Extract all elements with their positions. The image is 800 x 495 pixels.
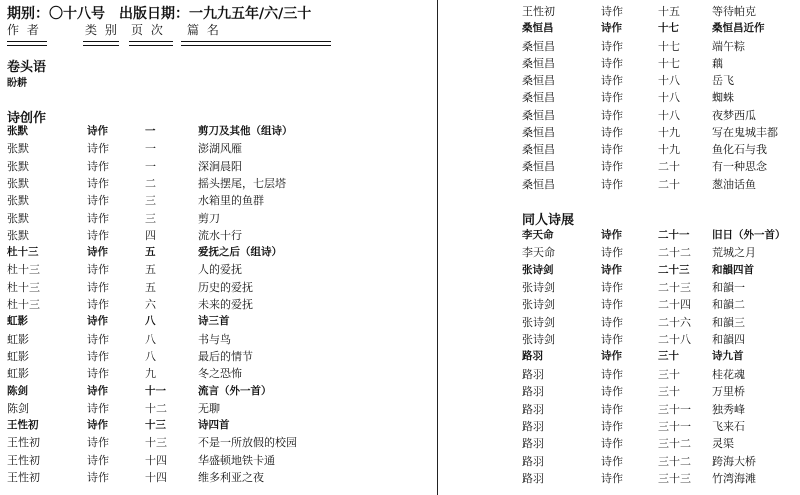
entry-category: 诗作 — [601, 281, 623, 295]
entry-page: 十三 — [145, 419, 166, 432]
entry-title: 诗三首 — [198, 315, 230, 328]
entry-page: 十八 — [658, 91, 680, 105]
header-underline — [83, 41, 119, 46]
entry-author: 路羽 — [522, 402, 544, 416]
entry-category: 诗作 — [87, 332, 109, 346]
list-item — [7, 348, 432, 365]
entry-page: 十五 — [658, 5, 680, 18]
entry-title: 写在鬼城丰都 — [712, 125, 778, 139]
entry-title: 和韻三 — [712, 315, 745, 329]
entry-author: 张诗剑 — [522, 263, 554, 276]
header-title: 篇 名 — [187, 23, 221, 37]
entry-title: 无聊 — [198, 401, 220, 415]
entry-author: 李天命 — [522, 246, 555, 260]
entry-title: 流水十行 — [198, 228, 242, 242]
list-item — [522, 366, 796, 383]
list-item — [522, 435, 796, 452]
entry-category: 诗作 — [87, 246, 108, 259]
header-author: 作 者 — [7, 23, 41, 37]
entry-category: 诗作 — [601, 160, 623, 174]
entry-author: 虹影 — [7, 367, 29, 381]
entry-page: 十一 — [145, 384, 166, 397]
list-item — [7, 400, 432, 417]
entry-category: 诗作 — [87, 159, 109, 173]
entry-title: 和韻二 — [712, 298, 745, 312]
list-item — [522, 262, 796, 279]
entry-page: 十二 — [145, 401, 167, 415]
list-item — [7, 296, 432, 313]
entry-page: 十九 — [658, 143, 680, 156]
entry-author: 张默 — [7, 142, 29, 156]
entry-category: 诗作 — [87, 125, 108, 137]
entry-title: 葱油话鱼 — [712, 177, 756, 191]
entry-page: 三十一 — [658, 402, 691, 416]
entry-category: 诗作 — [601, 402, 623, 416]
entry-category: 诗作 — [601, 22, 622, 35]
list-item — [7, 279, 432, 296]
entry-author: 桑恒昌 — [522, 125, 555, 139]
list-item — [522, 89, 796, 106]
entry-title: 端午粽 — [712, 39, 745, 53]
entry-title: 摇头摆尾，七层塔 — [198, 176, 286, 190]
entry-title: 未来的爱抚 — [198, 298, 253, 311]
list-item — [7, 383, 432, 400]
list-item — [522, 418, 796, 435]
entry-page: 八 — [145, 349, 156, 363]
entry-page: 十八 — [658, 74, 680, 87]
section-title-peer: 同人诗展 — [522, 213, 575, 228]
entry-title: 灵渠 — [712, 437, 734, 451]
list-item — [7, 261, 432, 278]
entry-author: 王性初 — [7, 471, 40, 484]
entry-author: 桑恒昌 — [522, 39, 555, 53]
entry-page: 二十二 — [658, 246, 691, 260]
entry-author: 路羽 — [522, 437, 544, 451]
entry-title: 最后的情节 — [198, 349, 253, 363]
entry-category: 诗作 — [601, 367, 623, 381]
entry-title: 澎湖风雁 — [198, 142, 242, 156]
entry-title: 诗九首 — [712, 350, 744, 363]
entry-category: 诗作 — [87, 384, 108, 397]
header-underline — [181, 41, 331, 46]
entry-page: 十七 — [658, 39, 680, 53]
entry-title: 和韻一 — [712, 281, 745, 295]
entry-category: 诗作 — [601, 125, 623, 139]
entry-page: 十三 — [145, 436, 167, 450]
entry-author: 桑恒昌 — [522, 177, 555, 191]
entry-category: 诗作 — [601, 39, 623, 53]
entry-title: 独秀峰 — [712, 402, 745, 416]
entry-category: 诗作 — [87, 211, 109, 225]
header-page: 页 次 — [131, 23, 165, 37]
entry-author: 杜十三 — [7, 298, 40, 311]
entry-author: 杜十三 — [7, 246, 39, 259]
entry-category: 诗作 — [601, 177, 623, 191]
entry-page: 十九 — [658, 125, 680, 139]
entry-page: 八 — [145, 315, 156, 328]
entry-author: 张默 — [7, 211, 29, 225]
entry-title: 桑恒昌近作 — [712, 22, 765, 35]
entry-page: 二十八 — [658, 333, 691, 347]
entry-author: 杜十三 — [7, 263, 40, 277]
entry-category: 诗作 — [87, 436, 109, 450]
entry-page: 二十四 — [658, 298, 691, 312]
entry-category: 诗作 — [601, 298, 623, 312]
entry-page: 四 — [145, 228, 156, 242]
entry-title: 和韻四 — [712, 333, 745, 347]
list-item — [7, 417, 432, 434]
entry-author: 王性初 — [7, 453, 40, 467]
entry-author: 王性初 — [7, 436, 40, 450]
entry-title: 夜梦西瓜 — [712, 108, 756, 122]
entry-page: 二十三 — [658, 263, 690, 276]
entry-category: 诗作 — [601, 454, 623, 468]
entry-author: 张默 — [7, 159, 29, 173]
entry-category: 诗作 — [87, 228, 109, 242]
list-item — [7, 175, 432, 192]
entry-page: 一 — [145, 142, 156, 156]
entry-title: 深涧晨阳 — [198, 159, 242, 173]
entry-category: 诗作 — [87, 142, 109, 156]
list-item — [7, 210, 432, 227]
entry-title: 水箱里的鱼群 — [198, 194, 264, 208]
entry-title: 不是一所放假的校园 — [198, 436, 297, 450]
entry-title: 爱抚之后（组诗） — [198, 246, 282, 259]
entry-author: 桑恒昌 — [522, 108, 555, 122]
entry-author: 王性初 — [522, 5, 555, 18]
section-title-preface: 卷头语 — [7, 60, 47, 75]
entry-category: 诗作 — [601, 350, 622, 363]
entry-category: 诗作 — [601, 246, 623, 260]
list-item — [7, 331, 432, 348]
header-underline — [7, 41, 47, 46]
list-item — [522, 38, 796, 55]
issue-line: 期别：〇十八号 出版日期：一九九五年/六/三十 — [7, 6, 312, 22]
entry-author: 虹影 — [7, 349, 29, 363]
entry-category: 诗作 — [601, 56, 623, 70]
entry-page: 八 — [145, 332, 156, 346]
entry-title: 藕 — [712, 56, 723, 70]
entry-title: 冬之恐怖 — [198, 367, 242, 381]
entry-page: 二十六 — [658, 315, 691, 329]
entry-page: 三十二 — [658, 454, 691, 468]
entry-category: 诗作 — [87, 419, 108, 432]
entry-author: 张诗剑 — [522, 315, 555, 329]
list-item — [522, 158, 796, 175]
entry-page: 三十二 — [658, 437, 691, 451]
entry-title: 飞来石 — [712, 419, 745, 433]
entry-category: 诗作 — [87, 298, 109, 311]
entry-title: 蜘蛛 — [712, 91, 734, 105]
entry-category: 诗作 — [601, 143, 623, 156]
entry-page: 十七 — [658, 22, 679, 35]
entry-page: 三十 — [658, 367, 680, 381]
list-item — [7, 227, 432, 244]
entry-page: 五 — [145, 263, 156, 277]
entry-title: 流言（外一首） — [198, 384, 272, 397]
entry-author: 桑恒昌 — [522, 56, 555, 70]
entry-page: 二十一 — [658, 229, 690, 241]
entry-author: 李天命 — [522, 229, 554, 241]
entry-page: 十四 — [145, 471, 167, 484]
entry-page: 五 — [145, 280, 156, 294]
list-item — [7, 452, 432, 469]
entry-category: 诗作 — [87, 194, 109, 208]
list-item — [522, 244, 796, 261]
entry-page: 三十 — [658, 385, 680, 399]
entry-title: 荒城之月 — [712, 246, 756, 260]
entry-page: 二十 — [658, 160, 680, 174]
entry-category: 诗作 — [601, 91, 623, 105]
entry-category: 诗作 — [87, 453, 109, 467]
list-item — [522, 383, 796, 400]
entry-author: 路羽 — [522, 454, 544, 468]
entry-author: 路羽 — [522, 385, 544, 399]
list-item — [522, 3, 796, 20]
entry-author: 陈剑 — [7, 401, 29, 415]
entry-title: 万里桥 — [712, 385, 745, 399]
entry-author: 路羽 — [522, 471, 544, 485]
entry-category: 诗作 — [87, 315, 108, 328]
entry-author: 张默 — [7, 194, 29, 208]
entry-author: 张诗剑 — [522, 333, 555, 347]
list-item — [7, 158, 432, 175]
list-item — [522, 296, 796, 313]
entry-title: 鱼化石与我 — [712, 143, 767, 156]
header-underline — [129, 41, 173, 46]
entry-author: 路羽 — [522, 367, 544, 381]
entry-title: 岳飞 — [712, 74, 734, 87]
entry-category: 诗作 — [601, 315, 623, 329]
entry-author: 陈剑 — [7, 384, 28, 397]
list-item — [7, 244, 432, 261]
entry-category: 诗作 — [601, 385, 623, 399]
entry-author: 桑恒昌 — [522, 143, 555, 156]
list-item — [522, 314, 796, 331]
entry-title: 历史的爱抚 — [198, 280, 253, 294]
list-item — [7, 469, 432, 486]
entry-category: 诗作 — [601, 419, 623, 433]
list-item — [522, 72, 796, 89]
list-item — [522, 279, 796, 296]
entry-category: 诗作 — [87, 176, 109, 190]
entry-title: 竹湾海滩 — [712, 471, 756, 485]
entry-title: 人的爱抚 — [198, 263, 242, 277]
entry-title: 等待帕克 — [712, 5, 756, 18]
entry-author: 虹影 — [7, 315, 28, 328]
list-item — [522, 141, 796, 158]
entry-page: 五 — [145, 246, 156, 259]
entry-category: 诗作 — [601, 229, 622, 241]
entry-page: 三 — [145, 194, 156, 208]
list-item — [7, 192, 432, 209]
entry-category: 诗作 — [87, 367, 109, 381]
entry-author: 张默 — [7, 125, 28, 137]
column-divider — [437, 0, 438, 495]
entry-author: 杜十三 — [7, 280, 40, 294]
entry-title: 和韻四首 — [712, 263, 754, 276]
entry-page: 三 — [145, 211, 156, 225]
entry-author: 张默 — [7, 176, 29, 190]
entry-page: 一 — [145, 125, 156, 137]
list-item — [522, 20, 796, 37]
entry-category: 诗作 — [601, 5, 623, 18]
entry-title: 桂花魂 — [712, 367, 745, 381]
entry-title: 旧日（外一首） — [712, 229, 786, 241]
entry-category: 诗作 — [601, 471, 623, 485]
entry-page: 十八 — [658, 108, 680, 122]
entry-author: 虹影 — [7, 332, 29, 346]
list-item — [522, 107, 796, 124]
entry-category: 诗作 — [87, 349, 109, 363]
list-item — [7, 365, 432, 382]
entry-category: 诗作 — [601, 437, 623, 451]
entry-category: 诗作 — [87, 401, 109, 415]
entry-category: 诗作 — [87, 471, 109, 484]
entry-title: 华盛顿地铁卡通 — [198, 453, 275, 467]
entry-category: 诗作 — [601, 333, 623, 347]
entry-page: 六 — [145, 298, 156, 311]
list-item — [522, 331, 796, 348]
entry-author: 张默 — [7, 228, 29, 242]
entry-author: 张诗剑 — [522, 298, 555, 312]
list-item — [7, 434, 432, 451]
entry-page: 三十一 — [658, 419, 691, 433]
entry-title: 诗四首 — [198, 419, 230, 432]
entry-author: 桑恒昌 — [522, 91, 555, 105]
list-item — [522, 124, 796, 141]
list-item — [522, 401, 796, 418]
section-title-poetry: 诗创作 — [7, 111, 47, 126]
entry-title: 剪刀及其他（组诗） — [198, 125, 293, 137]
entry-title: 书与鸟 — [198, 332, 231, 346]
entry-title: 跨海大桥 — [712, 454, 756, 468]
entry-author: 桑恒昌 — [522, 74, 555, 87]
preface-author: 盼耕 — [7, 78, 27, 89]
list-item — [522, 227, 796, 244]
entry-author: 路羽 — [522, 419, 544, 433]
entry-page: 一 — [145, 159, 156, 173]
entry-author: 路羽 — [522, 350, 543, 363]
list-item — [522, 55, 796, 72]
entry-page: 二十 — [658, 177, 680, 191]
entry-page: 二十三 — [658, 281, 691, 295]
list-item — [522, 176, 796, 193]
entry-page: 十四 — [145, 453, 167, 467]
list-item — [522, 470, 796, 487]
entry-title: 有一种思念 — [712, 160, 767, 174]
entry-author: 桑恒昌 — [522, 22, 554, 35]
entry-category: 诗作 — [601, 263, 622, 276]
entry-page: 三十 — [658, 350, 679, 363]
entry-page: 九 — [145, 367, 156, 381]
entry-page: 十七 — [658, 56, 680, 70]
list-item — [7, 313, 432, 330]
list-item — [7, 123, 432, 140]
entry-category: 诗作 — [601, 108, 623, 122]
entry-page: 二 — [145, 176, 156, 190]
entry-author: 张诗剑 — [522, 281, 555, 295]
entry-author: 王性初 — [7, 419, 39, 432]
entry-author: 桑恒昌 — [522, 160, 555, 174]
entry-category: 诗作 — [87, 263, 109, 277]
list-item — [522, 453, 796, 470]
entry-title: 剪刀 — [198, 211, 220, 225]
list-item — [7, 140, 432, 157]
entry-page: 三十三 — [658, 471, 691, 485]
entry-category: 诗作 — [601, 74, 623, 87]
entry-title: 维多利亚之夜 — [198, 471, 264, 484]
list-item — [522, 348, 796, 365]
header-category: 类 别 — [85, 23, 119, 37]
entry-category: 诗作 — [87, 280, 109, 294]
